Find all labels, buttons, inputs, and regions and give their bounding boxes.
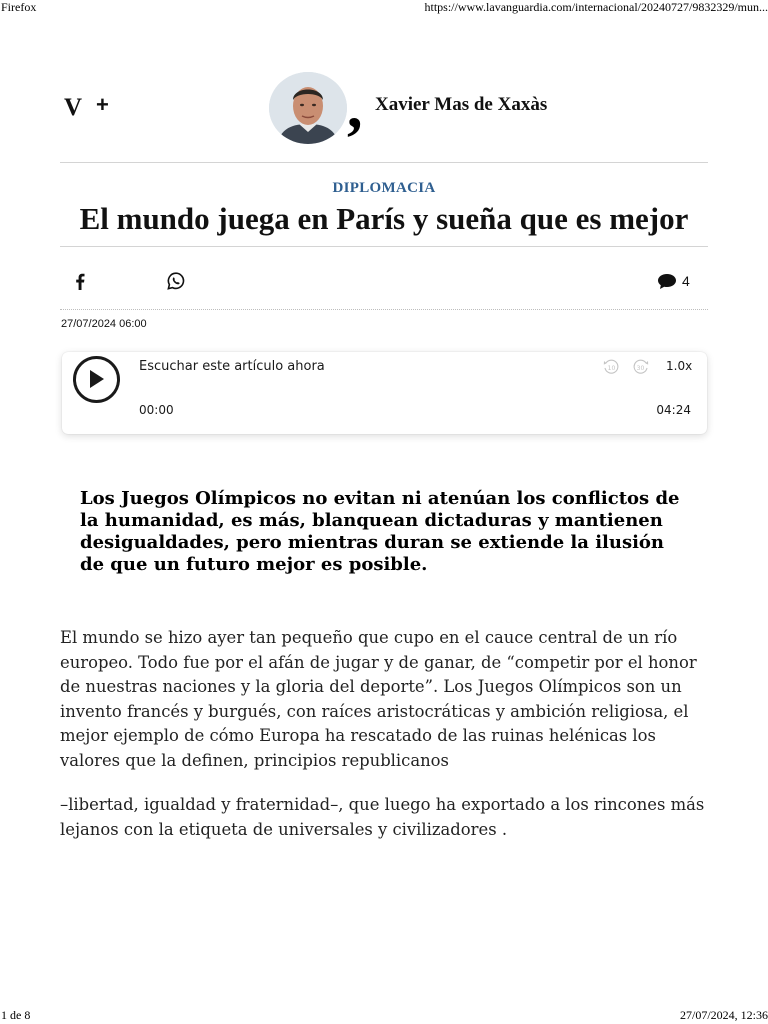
print-app-name: Firefox	[1, 0, 37, 14]
current-time: 00:00	[139, 403, 174, 417]
author-avatar[interactable]	[269, 72, 347, 144]
comment-icon[interactable]	[657, 273, 677, 290]
brand-plus-mark[interactable]: +	[96, 92, 109, 117]
print-url: https://www.lavanguardia.com/internacional/20240727/9832329/mun...	[424, 0, 768, 14]
page-number: 1 de 8	[1, 1008, 31, 1022]
divider	[60, 162, 708, 163]
publication-date: 27/07/2024 06:00	[61, 318, 147, 330]
audio-player	[62, 352, 707, 434]
share-bar	[60, 268, 708, 298]
article-headline: El mundo juega en París y sueña que es mejor	[79, 201, 689, 236]
print-footer	[0, 1008, 768, 1024]
playback-speed-button[interactable]: 1.0x	[666, 359, 693, 373]
skip-back-icon[interactable]	[602, 358, 620, 376]
comment-count[interactable]: 4	[682, 273, 690, 289]
player-label: Escuchar este artículo ahora	[139, 359, 325, 374]
svg-text:30: 30	[636, 365, 645, 372]
print-header	[0, 0, 768, 16]
article-paragraph: –libertad, igualdad y fraternidad–, que luego ha exportado a los rincones más lejanos con la etiqueta de universales y civilizadores .	[60, 795, 705, 839]
author-photo	[269, 72, 347, 144]
whatsapp-icon[interactable]	[167, 272, 185, 290]
author-name[interactable]: Xavier Mas de Xaxàs	[375, 94, 548, 115]
opinion-comma-icon: ,	[347, 73, 363, 141]
facebook-icon[interactable]	[75, 273, 85, 290]
dotted-divider	[60, 309, 708, 310]
article-paragraph: El mundo se hizo ayer tan pequeño que cupo en el cauce central de un río europeo. Todo fue por el afán de jugar y de ganar, de “competir por el honor de nuestras naciones y la gloria del deporte”. Los Juegos Olímpicos son un invento francés y burgués, con raíces aristocráticas y ambición religiosa, el mejor ejemplo de cómo Europa ha rescatado de las ruinas helénicas los valores que la definen, principios republicanos	[60, 628, 697, 770]
print-timestamp: 27/07/2024, 12:36	[679, 1008, 768, 1022]
play-button[interactable]	[73, 356, 120, 403]
article-lead: Los Juegos Olímpicos no evitan ni atenúan los conflictos de la humanidad, es más, blanquean dictaduras y mantienen desigualdades, pero mientras duran se extiende la ilusión de que un futuro mejor es posible.	[80, 488, 680, 575]
play-icon	[89, 369, 105, 389]
duration: 04:24	[656, 403, 691, 417]
article-topbar	[60, 72, 708, 150]
section-tag[interactable]: DIPLOMACIA	[332, 180, 436, 196]
skip-forward-icon[interactable]	[632, 358, 650, 376]
svg-text:10: 10	[607, 365, 616, 372]
divider	[60, 246, 708, 247]
brand-logo[interactable]: V	[64, 94, 83, 121]
